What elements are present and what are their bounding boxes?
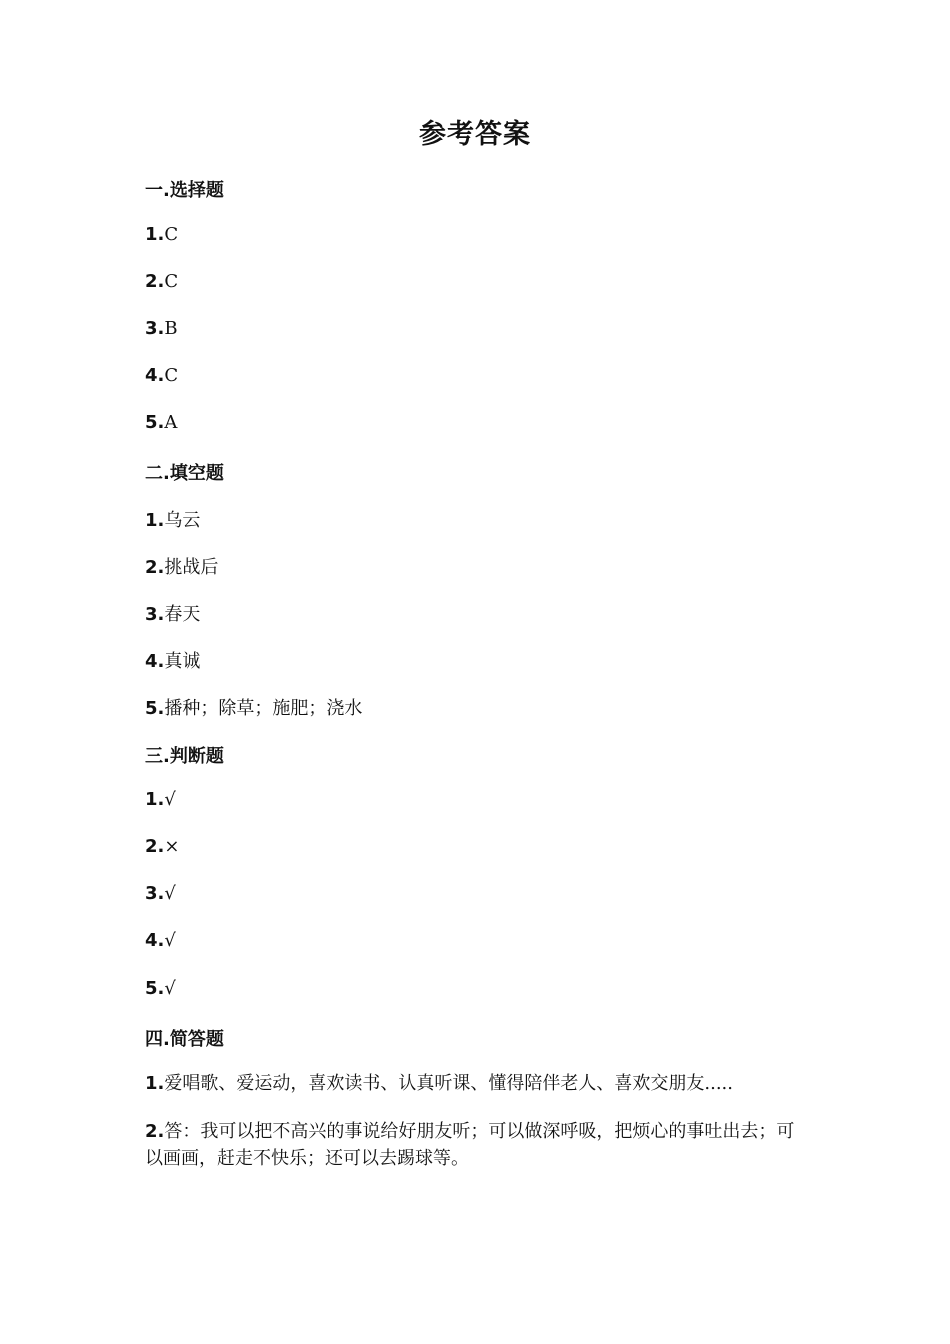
- answer-number: 2.: [145, 1121, 165, 1142]
- check-mark-icon: √: [164, 883, 176, 904]
- section-heading-short-answer: 四.简答题: [145, 1029, 224, 1050]
- answer-item: [145, 1070, 795, 1097]
- answer-number: 4.: [145, 651, 165, 672]
- answer-text: C: [164, 271, 179, 292]
- answer-item: [145, 318, 178, 339]
- answer-text: 播种；除草；施肥；浇水: [164, 698, 363, 719]
- answer-number: 1.: [145, 224, 165, 245]
- answer-number: 3.: [145, 318, 165, 339]
- section-heading-true-false: 三.判断题: [145, 746, 224, 767]
- answer-item: [145, 224, 178, 245]
- check-mark-icon: √: [164, 789, 176, 810]
- answer-number: 1.: [145, 510, 165, 531]
- answer-item: [145, 930, 176, 951]
- answer-text: 挑战后: [164, 557, 219, 578]
- answer-text: A: [164, 412, 178, 433]
- section-heading-choice: 一.选择题: [145, 180, 224, 201]
- answer-item: [145, 553, 218, 579]
- answer-number: 3.: [145, 604, 165, 625]
- answer-number: 5.: [145, 698, 165, 719]
- check-mark-icon: √: [164, 930, 176, 951]
- answer-text: B: [164, 318, 178, 339]
- answer-item: [145, 883, 176, 904]
- answer-item: [145, 506, 200, 532]
- answer-item: [145, 600, 200, 626]
- answer-item: [145, 647, 200, 673]
- answer-text: C: [164, 224, 179, 245]
- answer-number: 2.: [145, 557, 165, 578]
- answer-item: [145, 978, 176, 999]
- answer-number: 2.: [145, 271, 165, 292]
- answer-number: 2.: [145, 836, 165, 857]
- answer-text: 春天: [164, 604, 201, 625]
- check-mark-icon: √: [164, 978, 176, 999]
- answer-item: [145, 789, 176, 810]
- answer-number: 5.: [145, 412, 165, 433]
- page-title: 参考答案: [419, 119, 531, 150]
- cross-mark-icon: ×: [164, 836, 180, 857]
- answer-item: [145, 412, 177, 433]
- answer-item: [145, 836, 179, 857]
- answer-number: 3.: [145, 883, 165, 904]
- section-heading-fill-blank: 二.填空题: [145, 463, 224, 484]
- answer-item: [145, 365, 178, 386]
- answer-number: 4.: [145, 930, 165, 951]
- answer-text: C: [164, 365, 179, 386]
- answer-text: 答：我可以把不高兴的事说给好朋友听；可以做深呼吸，把烦心的事吐出去；可以画画，赶走不快乐；还可以去踢球等。: [145, 1121, 795, 1169]
- answer-item: [145, 694, 362, 720]
- answer-number: 5.: [145, 978, 165, 999]
- answer-number: 4.: [145, 365, 165, 386]
- answer-text: 爱唱歌、爱运动，喜欢读书、认真听课、懂得陪伴老人、喜欢交朋友.....: [164, 1073, 733, 1094]
- answer-item: [145, 1118, 795, 1172]
- answer-number: 1.: [145, 789, 165, 810]
- answer-text: 乌云: [164, 510, 201, 531]
- answer-text: 真诚: [164, 651, 201, 672]
- answer-item: [145, 271, 178, 292]
- answer-number: 1.: [145, 1073, 165, 1094]
